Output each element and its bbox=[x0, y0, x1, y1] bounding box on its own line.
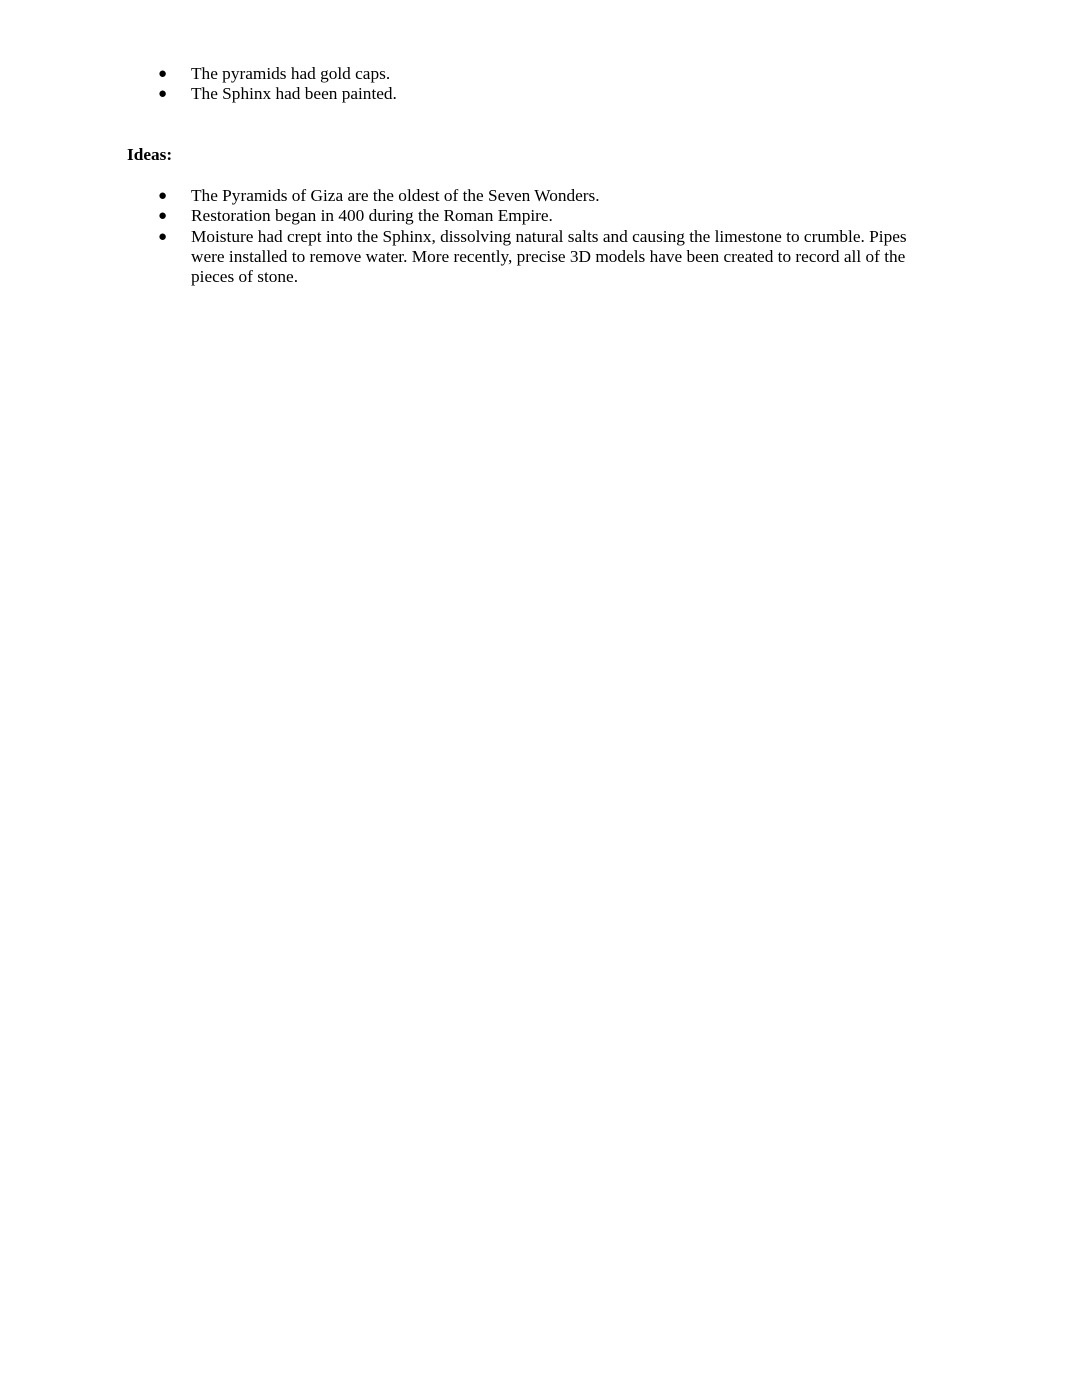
bullet-icon: ● bbox=[158, 86, 168, 103]
list-item bbox=[150, 206, 940, 226]
bullet-icon: ● bbox=[158, 228, 168, 245]
list-item bbox=[150, 227, 940, 288]
list-item bbox=[150, 186, 940, 206]
list-item bbox=[150, 84, 940, 104]
list-item-text: The pyramids had gold caps. bbox=[191, 64, 391, 83]
list-item-text: Moisture had crept into the Sphinx, dissolving natural salts and causing the limestone to crumble. Pipes were installed to remove water. More recently, precise 3D models have been created to record all of the pieces of stone. bbox=[191, 226, 907, 287]
facts-list bbox=[150, 64, 940, 105]
list-item-text: Restoration began in 400 during the Roman Empire. bbox=[191, 206, 553, 226]
ideas-heading: Ideas: bbox=[127, 145, 173, 164]
ideas-list bbox=[150, 186, 940, 287]
bullet-icon: ● bbox=[158, 66, 168, 82]
list-item bbox=[150, 64, 940, 84]
bullet-icon: ● bbox=[158, 188, 168, 204]
list-item-text: The Sphinx had been painted. bbox=[191, 84, 397, 104]
bullet-icon: ● bbox=[158, 208, 168, 225]
list-item-text: The Pyramids of Giza are the oldest of the Seven Wonders. bbox=[191, 186, 600, 205]
